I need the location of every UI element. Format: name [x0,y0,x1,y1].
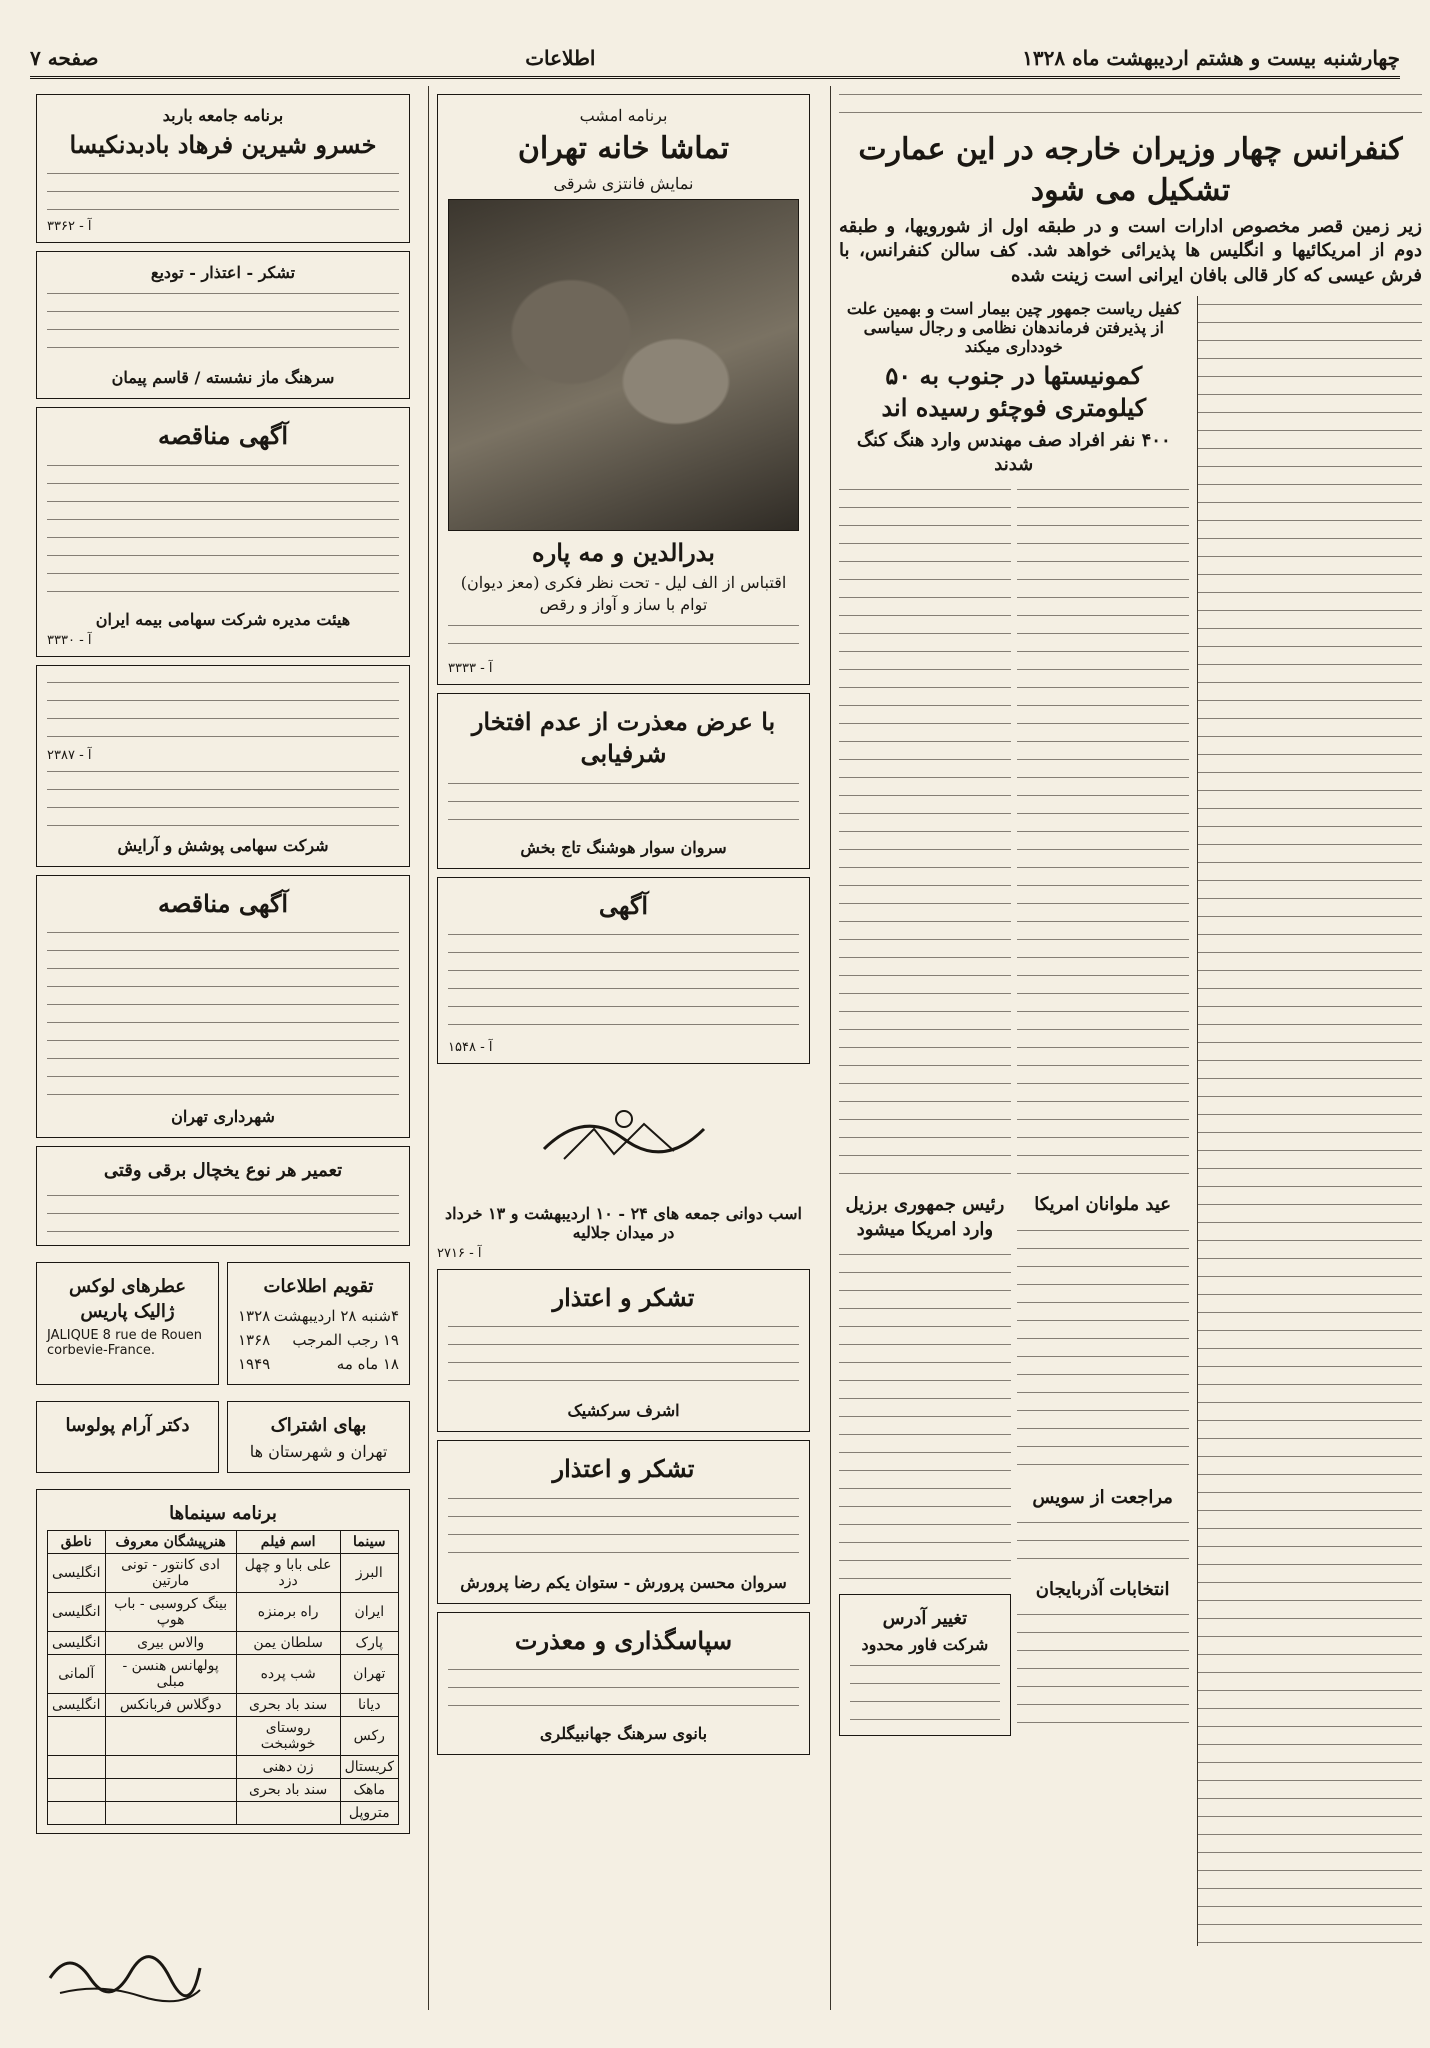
table-cell: انگلیسی [48,1632,106,1655]
table-cell: بینگ کروسبی - باب هوپ [105,1593,236,1632]
table-cell [236,1802,340,1825]
cinema-header: ناطق [48,1531,106,1554]
table-cell: تهران [340,1655,398,1694]
table-row [48,1756,399,1779]
apology-signature: سروان سوار هوشنگ تاج بخش [520,837,727,857]
play-note: توام با ساز و آواز و رقص [539,594,708,614]
theater-title: تماشا خانه تهران [517,131,730,166]
theater-photo [448,199,799,531]
table-cell [105,1717,236,1756]
subhead-conference: زیر زمین قصر مخصوص ادارات است و در طبقه اول از شورویها، و طبقه دوم از امریکائیها و انگلیس ها پذیرائی خواهد شد. کف سالن کنفرانس، با فرش عیسی که کار قالی بافان ایرانی است زینت شده [839,216,1422,286]
tender-signature: هیئت مدیره شرکت سهامی بیمه ایران [95,609,351,629]
cinema-header: سینما [340,1531,398,1554]
theater-ad [437,94,810,685]
body-text [448,926,799,1036]
body-text-col-2 [839,296,1189,1946]
body-text [448,1490,799,1570]
table-cell: انگلیسی [48,1694,106,1717]
calendar-row: ۱۹ رجب المرجب ۱۳۶۸ [238,1330,399,1349]
thanks-notice-2 [437,1440,810,1603]
table-cell: راه برمنزه [236,1593,340,1632]
calendar-box [227,1262,410,1384]
body-text [47,1187,399,1237]
thanks-signature: سرهنگ ماز نشسته / قاسم پیمان [111,368,335,388]
tender-notice-1 [36,407,410,656]
body-text [47,763,399,833]
body-text [850,1657,1000,1727]
masthead [30,40,1400,79]
perfume-ad [36,1262,219,1384]
body-text [47,924,399,1104]
company-name: شرکت فاور محدود [861,1635,989,1655]
body-text [839,481,1011,1181]
table-cell: زن دهنی [236,1756,340,1779]
program-label: برنامه امشب [579,106,668,125]
table-cell [105,1779,236,1802]
play-title: بدرالدین و مه پاره [532,537,715,567]
table-cell: آلمانی [48,1655,106,1694]
body-text [1017,481,1189,1181]
page-number: صفحه ۷ [30,46,99,70]
table-cell [48,1756,106,1779]
thanks-signature: بانوی سرهنگ جهانبیگلری [539,1724,708,1744]
column-center [428,86,818,2010]
column-left [28,86,418,2010]
table-cell: کریستال [340,1756,398,1779]
barbad-program [36,94,410,243]
thanks-title: سپاسگذاری و معذرت [514,1625,733,1655]
headline-brazil-president: رئیس جمهوری برزیل وارد امریکا میشود [845,1194,1005,1240]
ad-code: آ - ۲۷۱۶ [437,1246,482,1262]
table-cell: سلطان یمن [236,1632,340,1655]
notice-box [437,877,810,1064]
cinema-title: برنامه سینماها [169,1503,277,1525]
body-text [1017,1606,1189,1726]
body-text [1017,1514,1189,1574]
table-row [48,1632,399,1655]
tender-title: آگهی مناقصه [157,888,289,918]
play-subtitle: اقتباس از الف لیل - تحت نظر فکری (معز دیوان) [460,572,787,592]
headline-azerbaijan-election: انتخابات آذربایجان [1035,1578,1170,1600]
table-row [48,1717,399,1756]
ad-code: آ - ۳۳۳۰ [47,632,92,648]
thanks-notice-3 [437,1612,810,1755]
body-text-col-1 [1197,296,1422,1946]
ad-code: آ - ۱۵۴۸ [448,1040,493,1056]
thanks-signature: سروان محسن پرورش - ستوان یکم رضا پرورش [460,1572,787,1592]
tender-title: آگهی مناقصه [157,421,289,451]
table-cell: ادی کانتور - تونی مارتین [105,1554,236,1593]
table-row [48,1655,399,1694]
body-text [839,86,1422,126]
apology-title: با عرض معذرت از عدم افتخار شرفیابی [471,706,776,769]
company-signature: شرکت سهامی پوشش و آرایش [117,835,329,855]
doctor-title: دکتر آرام پولوسا [65,1414,190,1436]
body-text [448,617,799,657]
kicker-china: کفیل ریاست جمهور چین بیمار است و بهمین علت از پذیرفتن فرماندهان نظامی و رجال سیاسی خودداری میکند [846,298,1181,356]
ad-code: آ - ۳۳۶۲ [47,219,92,235]
body-text [448,1661,799,1721]
table-row [48,1802,399,1825]
subscription-box [227,1401,410,1473]
address-change-box [839,1594,1011,1736]
paper-name: اطلاعات [525,46,596,70]
cinema-program [36,1489,410,1834]
subscription-sub: تهران و شهرستان ها [249,1442,388,1462]
ad-code: آ - ۲۳۸۷ [47,747,92,763]
table-cell: انگلیسی [48,1554,106,1593]
fridge-repair-ad [36,1146,410,1246]
table-cell: شب پرده [236,1655,340,1694]
table-cell: ایران [340,1593,398,1632]
cinema-header: هنرپیشگان معروف [105,1531,236,1554]
tender-notice-2 [36,875,410,1138]
perfume-address: JALIQUE 8 rue de Rouen corbevie-France. [47,1328,203,1359]
table-cell [48,1779,106,1802]
body-text [448,775,799,835]
table-row [48,1554,399,1593]
cinema-table [47,1530,399,1825]
table-cell [48,1717,106,1756]
table-cell: ماهک [340,1779,398,1802]
thanks-title: تشکر و اعتذار [552,1454,695,1484]
apology-notice [437,693,810,869]
body-text [47,457,399,607]
brazil-article [839,1189,1011,1789]
table-cell: دیانا [340,1694,398,1717]
issue-date: چهارشنبه بیست و هشتم اردیبهشت ماه ۱۳۲۸ [1022,46,1400,70]
ad-code: آ - ۳۳۳۳ [448,660,493,676]
calendar-row: ۱۸ ماه مه ۱۹۴۹ [238,1354,399,1373]
table-cell [105,1756,236,1779]
body-text [47,165,399,215]
race-line: اسب دوانی جمعه های ۲۴ - ۱۰ اردیبهشت و ۱۳ خرداد در میدان جلالیه [445,1204,802,1243]
tender-signature: شهرداری تهران [171,1107,275,1127]
headline-communists: کمونیستها در جنوب به ۵۰ کیلومتری فوچئو رسیده اند [881,360,1147,423]
headline-conference: کنفرانس چهار وزیران خارجه در این عمارت تشکیل می شود [858,132,1403,208]
column-right-news [830,86,1430,2010]
headline-sailors-day: عید ملوانان امریکا [1034,1194,1172,1216]
table-cell: پولهانس هنسن - مبلی [105,1655,236,1694]
body-text [1017,1222,1189,1482]
table-cell: والاس بیری [105,1632,236,1655]
company-notice [36,665,410,867]
table-cell [48,1802,106,1825]
table-cell: رکس [340,1717,398,1756]
sailors-day-article [1017,1189,1189,1789]
body-text [47,674,399,744]
thanks-label: تشکر - اعتذار - تودیع [150,263,296,283]
subhead-hongkong: ۴۰۰ نفر افراد صف مهندس وارد هنگ کنگ شدند [856,429,1171,475]
table-cell: سند باد بحری [236,1779,340,1802]
body-text [448,1318,799,1398]
table-cell [105,1802,236,1825]
table-cell: دوگلاس فربانکس [105,1694,236,1717]
table-cell: روستای خوشبخت [236,1717,340,1756]
program-label: برنامه جامعه باربد [162,106,284,125]
notice-title: آگهی [598,890,649,920]
calendar-row: ۴شنبه ۲۸ اردیبهشت ۱۳۲۸ [238,1306,399,1325]
thanks-notice-1 [437,1269,810,1432]
fridge-title: تعمیر هر نوع یخچال برقی وقتی [103,1160,343,1182]
table-cell: متروپل [340,1802,398,1825]
thanks-title: تشکر و اعتذار [552,1283,695,1313]
table-row [48,1593,399,1632]
table-row [48,1779,399,1802]
thanks-signature: اشرف سرکشیک [567,1401,680,1421]
body-text [839,1246,1011,1586]
calendar-title: تقویم اطلاعات [263,1276,374,1298]
horse-race-illustration [437,1074,810,1194]
headline-return-switzerland: مراجعت از سویس [1032,1486,1173,1508]
table-cell: پارک [340,1632,398,1655]
table-cell: البرز [340,1554,398,1593]
table-cell: انگلیسی [48,1593,106,1632]
table-row [48,1694,399,1717]
table-cell: سند باد بحری [236,1694,340,1717]
thanks-farewell [36,251,410,399]
headline-address-change: تغییر آدرس [882,1607,968,1629]
theater-subtitle: نمایش فانتزی شرقی [553,173,694,193]
body-text [47,285,399,365]
program-title: خسرو شیرین فرهاد بادبدنکیسا [69,130,377,159]
perfume-title: عطرهای لوکس ژالیک پاریس [68,1276,187,1322]
table-cell: علی بابا و چهل دزد [236,1554,340,1593]
doctor-ad [36,1401,219,1473]
signature-stamp [40,1938,210,2008]
subscription-title: بهای اشتراک [270,1414,367,1436]
cinema-header: اسم فیلم [236,1531,340,1554]
